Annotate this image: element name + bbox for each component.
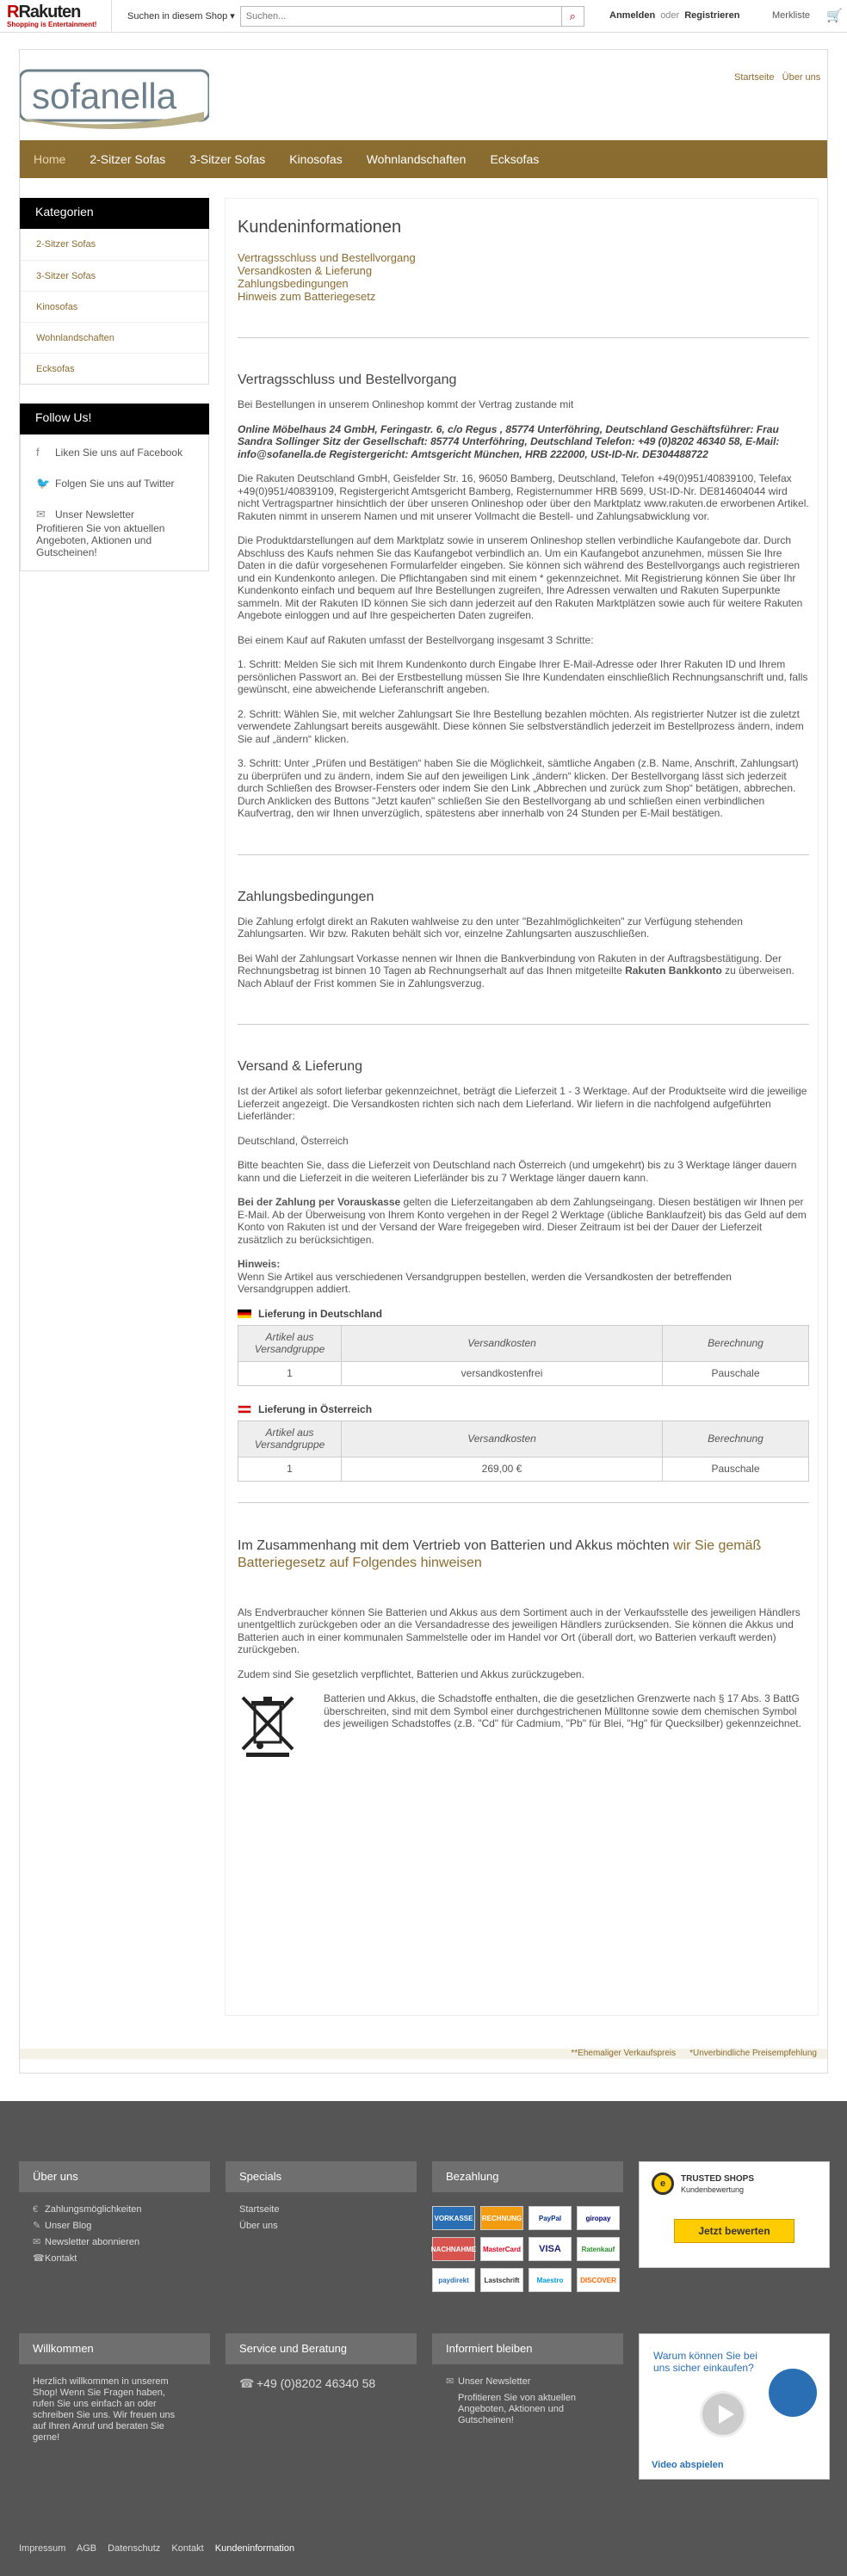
text: 3. Schritt: Unter „Prüfen und Bestätigen“ haben Sie die Möglichkeit, sämtliche Angaben (z.B. Name, Anschrift, Zahlungsart) zu überprüfen und zu ändern, indem Sie auf den jeweiligen Link „ändern“ klicken. Der Bestellvorgang lässt sich jederzeit durch Schließen des Browser-Fensters oder indem Sie den Link „Abbrechen und zurück zum Shop“ betätigen, abbrechen. Durch Anklicken des Buttons "Jetzt kaufen" schließen Sie den Bestellvorgang ab und schließen einen verbindlichen Kaufvertrag, den wir Ihnen unverzüglich, spätestens aber innerhalb von 24 Stunden per E-Mail bestätigen. (238, 757, 799, 819)
nav-home[interactable]: Home (34, 152, 66, 166)
shipping-table-de (238, 1325, 809, 1386)
mail-icon: ✉ (36, 508, 46, 521)
payment-logo: Lastschrift (480, 2268, 523, 2292)
page-title: Kundeninformationen (238, 218, 402, 237)
bottom-link-agb[interactable]: AGB (76, 2543, 97, 2554)
text (238, 1258, 809, 1296)
main-content (225, 198, 819, 2016)
text: Als Endverbraucher können Sie Batterien und Akkus aus dem Sortiment auch in der Verkaufsstelle des jeweiligen Händlers unentgeltlich zurückgeben oder an die Versandadresse des jeweiligen Händlers zurücksenden. Sie können die Akkus und Batterien auch in einer kommunalen Sammelstelle oder im Handel vor Ort (überall dort, wo Batterien verkauft werden) zurückgeben. (238, 1605, 801, 1655)
footer-link-text: Unser Blog (45, 2221, 92, 2231)
register-link[interactable]: Registrieren (684, 10, 740, 21)
facebook-text: Liken Sie uns auf Facebook (55, 447, 183, 459)
footer-phone[interactable]: +49 (0)8202 46340 58 (257, 2376, 376, 2390)
rakuten-tagline: Shopping is Entertainment! (7, 20, 97, 28)
col-header: Versandkosten (342, 1325, 663, 1361)
footer-stay-title: Informiert bleiben (432, 2333, 623, 2364)
chevron-down-icon: ▾ (230, 11, 235, 22)
col-header: Artikel aus Versandgruppe (238, 1325, 342, 1361)
sofanella-logo[interactable] (20, 69, 209, 131)
section-title-versand: Versand & Lieferung (238, 1059, 362, 1074)
table-row (238, 1361, 809, 1385)
hint-text: Wenn Sie Artikel aus verschiedenen Versandgruppen bestellen, werden die Versandkosten der betreffenden Versandgruppen addiert. (238, 1270, 732, 1295)
login-link[interactable]: Anmelden (609, 10, 656, 21)
shop-select[interactable] (127, 10, 235, 22)
table-title-at (238, 1403, 809, 1415)
footer-link-text: Newsletter abonnieren (45, 2237, 140, 2247)
cell: 269,00 € (342, 1457, 663, 1481)
bottom-link-kundeninformation[interactable]: Kundeninformation (214, 2543, 295, 2554)
footer-newsletter-link[interactable] (446, 2376, 609, 2388)
search-input[interactable] (241, 7, 561, 26)
col-header: Berechnung (663, 1420, 809, 1457)
twitter-icon: 🐦 (36, 477, 51, 490)
footer-link-text: Zahlungsmöglichkeiten (45, 2204, 142, 2215)
search-box (240, 6, 584, 27)
wishlist-link[interactable]: Merkliste (772, 10, 811, 21)
nav-ecksofas[interactable]: Ecksofas (490, 152, 540, 166)
bank-account-text: Rakuten Bankkonto (625, 964, 722, 977)
categories-list (20, 229, 209, 385)
toc-batterie[interactable]: Hinweis zum Batteriegesetz (238, 290, 376, 303)
footer-link[interactable] (33, 2253, 196, 2265)
text: Zudem sind Sie gesetzlich verpflichtet, Batterien und Akkus zurückzugeben. (238, 1667, 584, 1680)
section-title-batterie (238, 1538, 809, 1572)
play-video-link[interactable]: Video abspielen (652, 2460, 724, 2470)
footer-specials-title: Specials (226, 2161, 417, 2192)
nav-wohnlandschaften[interactable]: Wohnlandschaften (366, 152, 467, 166)
cell: 1 (238, 1457, 342, 1481)
video-question: Warum können Sie bei uns sicher einkaufen? (653, 2350, 757, 2374)
footer-welcome-title: Willkommen (19, 2333, 210, 2364)
bottom-link-impressum[interactable]: Impressum (19, 2543, 66, 2554)
footer-link-text: Kontakt (45, 2253, 77, 2264)
footer-link[interactable] (33, 2221, 196, 2232)
text: Deutschland, Österreich (238, 1134, 349, 1147)
text-bold: Bei der Zahlung per Vorauskasse (238, 1196, 401, 1208)
newsletter-title: Unser Newsletter (55, 508, 135, 521)
mail-icon: ✉ (33, 2237, 41, 2247)
toc-vertragsschluss[interactable]: Vertragsschluss und Bestellvorgang (238, 251, 416, 264)
text: Bei Bestellungen in unserem Onlineshop kommt der Vertrag zustande mit (238, 398, 574, 410)
text: Ist der Artikel als sofort lieferbar gekennzeichnet, beträgt die Lieferzeit 1 - 3 Werktage. Auf der Produktseite wird die jeweilige Lieferzeit angezeigt. Die Versandkosten richten sich nach dem Lieferland. Wir liefern in die nachfolgend aufgeführten Lieferländer: (238, 1085, 807, 1122)
payment-logo: VISA (529, 2237, 572, 2261)
footnote: *Unverbindliche Preisempfehlung (689, 2049, 817, 2058)
shipping-table-at (238, 1420, 809, 1482)
follow-title: Follow Us! (20, 404, 209, 434)
twitter-text: Folgen Sie uns auf Twitter (55, 478, 175, 490)
categories-title: Kategorien (20, 198, 209, 229)
phone-icon: ☎ (33, 2253, 45, 2264)
text: Bei einem Kauf auf Rakuten umfasst der Bestellvorgang insgesamt 3 Schritte: (238, 633, 594, 646)
text: Batterien und Akkus, die Schadstoffe enthalten, die die gesetzlichen Grenzwerte nach § 17 Abs. 3 BattG überschreiten, sind mit dem Symbol einer durchgestrichenen Mülltonne sowie dem chemischen Symbol des jeweiligen Schadstoffes (z.B. "Cd" für Cadmium, "Pb" für Blei, "Hg" für Quecksilber) gekennzeichnet. (324, 1692, 801, 1729)
col-header: Berechnung (663, 1325, 809, 1361)
category-2-sitzer[interactable]: 2-Sitzer Sofas (36, 239, 96, 250)
figure-icon (769, 2369, 817, 2417)
payment-logo: Ratenkauf (577, 2237, 620, 2261)
payment-logo: DISCOVER (577, 2268, 620, 2292)
category-kinosofas[interactable]: Kinosofas (21, 291, 208, 322)
footer (0, 2101, 847, 2576)
text: Die Rakuten Deutschland GmbH, Geisfelder Str. 16, 96050 Bamberg, Deutschland, Telefon +49(0)951/40839100, Telefax +49(0)951/40839109, Registergericht Amtsgericht Bamberg, Registernummer HRB 5699, USt-ID-Nr. DE814604044 wird nicht Vertragspartner hinsichtlich der über unseren Onlineshop oder über den Marktplatz www.rakuten.de erworbenen Artikel. Rakuten nimmt in unserem Namen und mit unserer Vollmacht die Bestell- und Zahlungsabwicklung vor. (238, 472, 809, 522)
footer-link[interactable] (33, 2237, 196, 2248)
footer-welcome (19, 2333, 210, 2456)
footer-welcome-text: Herzlich willkommen in unserem Shop! Wenn Sie Fragen haben, rufen Sie uns einfach an oder schreiben Sie uns. Wir freuen uns auf Ihren Anruf und beraten Sie gerne! (33, 2376, 176, 2443)
rate-now-button[interactable]: Jetzt bewerten (674, 2219, 794, 2243)
twitter-link[interactable] (36, 478, 193, 490)
toplink-about[interactable]: Über uns (782, 72, 821, 83)
divider (238, 1502, 809, 1503)
footer-link[interactable] (239, 2221, 403, 2232)
section-title-vertrag: Vertragsschluss und Bestellvorgang (238, 373, 457, 387)
search-button[interactable] (561, 7, 584, 26)
footer-link-text: Über uns (239, 2221, 278, 2231)
facebook-icon: f (36, 446, 40, 459)
payment-logo: MasterCard (480, 2237, 523, 2261)
text-part: zu überweisen. Nach Ablauf der Frist kommen Sie in Zahlungsverzug. (238, 964, 794, 989)
col-header: Versandkosten (342, 1420, 663, 1457)
battery-notice (238, 1692, 809, 1758)
footer-link-text: Startseite (239, 2204, 280, 2215)
cell: Pauschale (663, 1361, 809, 1385)
price-footnotes (20, 2049, 827, 2059)
hint-title: Hinweis: (238, 1258, 281, 1270)
bottom-link-datenschutz[interactable]: Datenschutz (108, 2543, 161, 2554)
col-header: Artikel aus Versandgruppe (238, 1420, 342, 1457)
footer-payment (432, 2161, 623, 2292)
category-ecksofas[interactable]: Ecksofas (21, 353, 208, 384)
category-3-sitzer[interactable]: 3-Sitzer Sofas (21, 260, 208, 291)
footer-about-title: Über uns (19, 2161, 210, 2192)
payment-logo: NACHNAHME (432, 2237, 475, 2261)
austria-flag-icon (238, 1405, 251, 1414)
sidebar (20, 198, 209, 571)
newsletter-text: Profitieren Sie von aktuellen Angeboten, Aktionen und Gutscheinen! (36, 522, 165, 558)
phone-icon: ☎ (239, 2376, 255, 2390)
company-info: Online Möbelhaus 24 GmbH, Feringastr. 6, c/o Regus , 85774 Unterföhring, Deutschland Geschäftsführer: Frau Sandra Sollinger Sitz der Gesellschaft: 85774 Unterföhring, Deutschland Telefon: +49 (0)8202 46340 58, E-Mail: info@sofanella.de Registergericht: Amtsgericht München, HRB 222000, USt-ID-Nr. DE304488722 (238, 422, 780, 460)
top-bar (0, 0, 847, 33)
chat-icon: ✎ (33, 2221, 41, 2231)
table-title-de-text: Lieferung in Deutschland (258, 1307, 383, 1320)
section-title-zahlung: Zahlungsbedingungen (238, 889, 374, 904)
text (238, 952, 809, 990)
facebook-link[interactable] (36, 447, 193, 459)
toc-versand[interactable]: Versandkosten & Lieferung (238, 264, 373, 277)
follow-box (20, 434, 209, 571)
toc (238, 251, 809, 303)
nav-2-sitzer[interactable]: 2-Sitzer Sofas (90, 152, 166, 166)
divider (238, 854, 809, 855)
payment-logo: giropay (577, 2206, 620, 2230)
text: Die Zahlung erfolgt direkt an Rakuten wahlweise zu den unter "Bezahlmöglichkeiten" zur Verfügung stehenden Zahlungsarten. Wir bzw. Rakuten behält sich vor, einzelne Zahlungsarten auszuschließen. (238, 915, 743, 940)
footer-specials (226, 2161, 417, 2249)
euro-icon: € (33, 2204, 39, 2215)
footer-link[interactable] (239, 2204, 403, 2215)
text: Die Produktdarstellungen auf dem Marktplatz sowie in unserem Onlineshop stellen verbindliche Kaufangebote dar. Durch Abschluss des Kaufs nehmen Sie das Kaufangebot verbindlich an. Um ein Kaufangebot anzunehmen, müssen Sie Ihre Daten in die dafür vorgesehenen Formularfelder eingeben. Sie können sich während des Bestellvorgangs auch registrieren und ein Kundenkonto anlegen. Die Pflichtangaben sind mit einem * gekennzeichnet. Mit Registrierung können Sie über Ihr Kundenkonto einfach und bequem auf Ihre Bestellungen zugreifen, Ihre Adressen verwalten und Rakuten Superpunkte sammeln. Mit der Rakuten ID können Sie sich dann jederzeit auf den Rakuten Marktplätzen sowie auch für weitere Rakuten Angebote einloggen und auf Ihre gespeicherten Daten zugreifen. (238, 534, 803, 621)
text-part: Bei Wahl der Zahlungsart Vorkasse nennen wir Ihnen die Bankverbindung von Rakuten in der Auftragsbestätigung. Der Rechnungsbetrag ist binnen 10 Tagen ab Rechnungserhalt auf das Ihnen mitgeteilte (238, 952, 782, 977)
account-links (609, 10, 739, 21)
search-icon: ⌕ (569, 9, 576, 22)
newsletter-link[interactable] (36, 508, 193, 521)
play-icon[interactable] (700, 2391, 746, 2437)
payment-logo: Maestro (529, 2268, 572, 2292)
footer-link[interactable] (33, 2204, 196, 2215)
title-part: wir Sie gemäß Batteriegesetz auf Folgendes hinweisen (238, 1538, 762, 1570)
nav-3-sitzer[interactable]: 3-Sitzer Sofas (189, 152, 266, 166)
text (238, 1196, 809, 1246)
nav-kinosofas[interactable]: Kinosofas (289, 152, 343, 166)
mail-icon: ✉ (446, 2376, 454, 2387)
footer-about (19, 2161, 210, 2282)
footer-service-title: Service und Beratung (226, 2333, 417, 2364)
footer-stay-informed (432, 2333, 623, 2438)
payment-logo: PayPal (529, 2206, 572, 2230)
main-nav (20, 140, 827, 178)
cell: 1 (238, 1361, 342, 1385)
table-row (238, 1457, 809, 1481)
cell: versandkostenfrei (342, 1361, 663, 1385)
footer-newsletter-title: Unser Newsletter (458, 2376, 531, 2387)
text-part: gelten die Lieferzeitangaben ab dem Zahlungseingang. Diesen bestätigen wir Ihnen per E-Mail. Ab der Überweisung von Ihrem Konto vergehen in der Regel 2 Werktage (übliche Banklaufzeit) bis das Geld auf dem Konto von Rakuten ist und der Versand der Ware freigegeben wird. Dieser Zeitraum ist bei der Dauer der Lieferzeit zusätzlich zu berücksichtigen. (238, 1196, 807, 1246)
footer-payment-title: Bezahlung (432, 2161, 623, 2192)
bottom-links (19, 2543, 303, 2554)
table-title-de (238, 1308, 809, 1320)
table-title-at-text: Lieferung in Österreich (258, 1402, 373, 1415)
payment-logo: paydirekt (432, 2268, 475, 2292)
divider (238, 1024, 809, 1025)
payment-logo: VORKASSE (432, 2206, 475, 2230)
logo-text: sofanella (32, 76, 177, 116)
or-text: oder (660, 10, 680, 21)
footer-service (226, 2333, 417, 2402)
text: 1. Schritt: Melden Sie sich mit Ihrem Kundenkonto durch Eingabe Ihrer E-Mail-Adresse oder Ihrer Rakuten ID und Ihrem persönlichen Passwort an. Bei der Erstbestellung müssen Sie Ihre Kundendaten einschließlich Rechnungsanschrift und, falls gewünscht, eine abweichende Lieferanschrift angeben. (238, 658, 808, 695)
footer-newsletter-text: Profitieren Sie von aktuellen Angeboten, Aktionen und Gutscheinen! (458, 2393, 576, 2425)
toplink-home[interactable]: Startseite (734, 72, 775, 83)
payment-logos (432, 2192, 623, 2292)
cart-icon[interactable]: 🛒 (826, 9, 843, 23)
title-part: Im Zusammenhang mit dem Vertrieb von Batterien und Akkus möchten (238, 1538, 670, 1553)
category-wohnlandschaften[interactable]: Wohnlandschaften (21, 322, 208, 353)
video-widget[interactable] (639, 2333, 830, 2480)
germany-flag-icon (238, 1310, 251, 1318)
bottom-link-kontakt[interactable]: Kontakt (171, 2543, 204, 2554)
divider (238, 337, 809, 338)
shop-select-label: Suchen in diesem Shop (127, 11, 228, 22)
text: 2. Schritt: Wählen Sie, mit welcher Zahlungsart Sie Ihre Bestellung bezahlen möchten. Als registrierter Nutzer ist die zuletzt verwendete Zahlungsart bereits ausgewählt. Diese können Sie selbstverständlich jederzeit im Bestellprozess ändern, indem Sie auf „ändern“ klicken. (238, 707, 804, 745)
toc-zahlung[interactable]: Zahlungsbedingungen (238, 277, 349, 290)
trusted-shops-title: TRUSTED SHOPS (681, 2174, 755, 2184)
top-links (734, 72, 820, 83)
trusted-shops-subtitle: Kundenbewertung (681, 2185, 745, 2194)
text: Bitte beachten Sie, dass die Lieferzeit von Deutschland nach Österreich (und umgekehrt) bis zu 3 Werktage länger dauern kann und die Lieferzeit in die weiteren Lieferländer bis zu 7 Werktage länger dauern kann. (238, 1159, 797, 1184)
payment-logo: RECHNUNG (480, 2206, 523, 2230)
footnote: **Ehemaliger Verkaufspreis (571, 2049, 677, 2058)
crossed-bin-icon (238, 1692, 298, 1758)
trusted-shops-badge-icon: e (652, 2172, 674, 2195)
rakuten-logo[interactable]: RRakuten Shopping is Entertainment! (0, 0, 112, 33)
cell: Pauschale (663, 1457, 809, 1481)
rakuten-brand: Rakuten (18, 2, 81, 22)
trusted-shops-widget (639, 2161, 830, 2268)
page-container (19, 49, 828, 2074)
